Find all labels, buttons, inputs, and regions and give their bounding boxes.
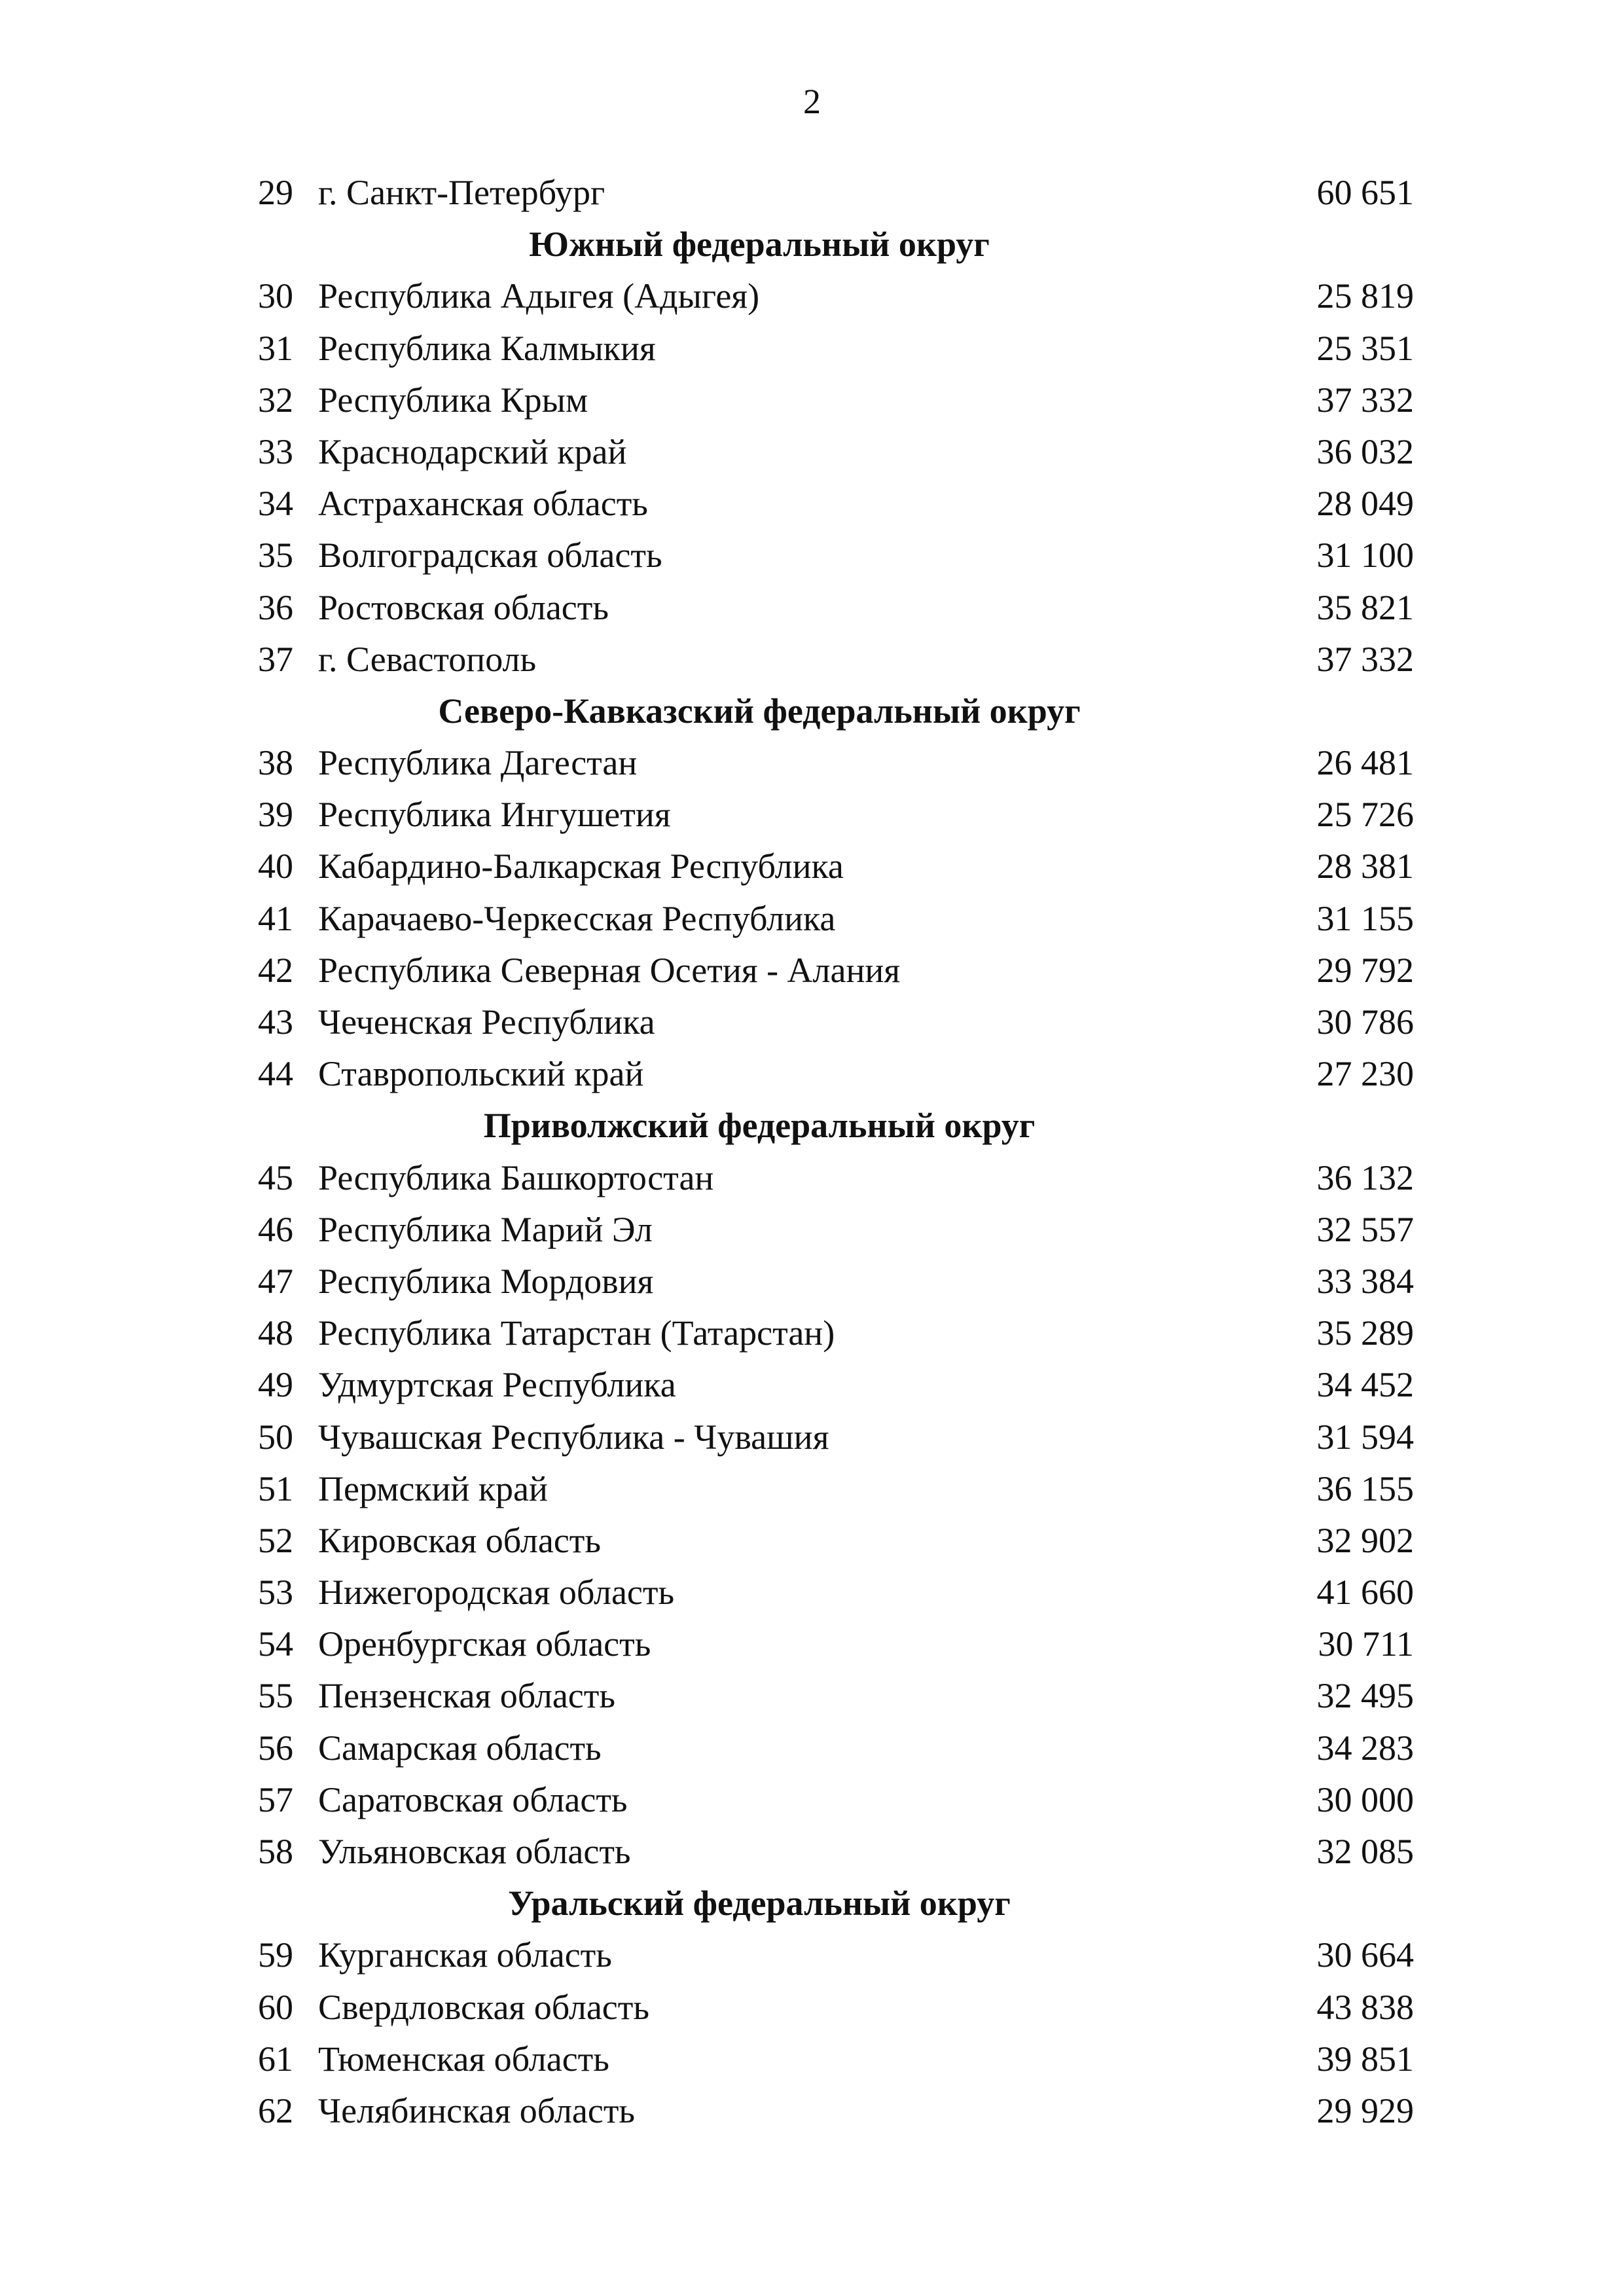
region-name: Краснодарский край xyxy=(318,431,627,471)
region-value: 41 660 xyxy=(1316,1573,1414,1613)
region-name: Чеченская Республика xyxy=(318,1002,655,1042)
region-value: 32 085 xyxy=(1316,1832,1414,1871)
row-number: 56 xyxy=(258,1728,293,1768)
row-number: 55 xyxy=(258,1676,293,1716)
table-row xyxy=(236,737,1414,789)
region-name: Республика Башкортостан xyxy=(318,1157,714,1197)
row-number: 40 xyxy=(258,847,293,886)
region-value: 35 289 xyxy=(1316,1313,1414,1353)
table-row xyxy=(236,1929,1414,1981)
region-value: 25 351 xyxy=(1316,328,1414,368)
table-row xyxy=(236,634,1414,685)
table-row xyxy=(236,1722,1414,1774)
region-name: Республика Татарстан (Татарстан) xyxy=(318,1313,835,1353)
district-heading-row xyxy=(236,219,1414,270)
region-value: 32 902 xyxy=(1316,1520,1414,1560)
region-name: Челябинская область xyxy=(318,2090,636,2130)
row-number: 36 xyxy=(258,587,293,627)
region-name: Пензенская область xyxy=(318,1676,615,1716)
table-row xyxy=(236,582,1414,634)
row-number: 52 xyxy=(258,1520,293,1560)
table-row xyxy=(236,1204,1414,1256)
region-name: Ростовская область xyxy=(318,587,609,627)
table-row xyxy=(236,374,1414,426)
row-number: 62 xyxy=(258,2090,293,2130)
row-number: 44 xyxy=(258,1054,293,1094)
region-name: Самарская область xyxy=(318,1728,602,1768)
region-value: 30 711 xyxy=(1318,1624,1414,1664)
row-number: 43 xyxy=(258,1002,293,1042)
table-row xyxy=(236,2033,1414,2085)
row-number: 45 xyxy=(258,1157,293,1197)
region-name: Волгоградская область xyxy=(318,536,662,575)
district-heading-row xyxy=(236,685,1414,737)
row-number: 58 xyxy=(258,1832,293,1871)
table-row xyxy=(236,1982,1414,2033)
district-heading-row xyxy=(236,1100,1414,1152)
region-value: 31 100 xyxy=(1316,536,1414,575)
row-number: 41 xyxy=(258,898,293,938)
region-value: 43 838 xyxy=(1316,1987,1414,2027)
region-value: 37 332 xyxy=(1316,639,1414,679)
table-row xyxy=(236,1359,1414,1411)
region-value: 31 155 xyxy=(1316,898,1414,938)
district-heading: Приволжский федеральный округ xyxy=(483,1106,1036,1146)
region-table xyxy=(236,167,1414,2137)
region-value: 25 819 xyxy=(1316,276,1414,316)
row-number: 54 xyxy=(258,1624,293,1664)
table-row xyxy=(236,893,1414,945)
table-row xyxy=(236,1307,1414,1359)
region-value: 28 381 xyxy=(1316,847,1414,886)
table-row xyxy=(236,323,1414,374)
table-row xyxy=(236,1670,1414,1722)
region-name: Свердловская область xyxy=(318,1987,649,2027)
table-row xyxy=(236,1515,1414,1567)
page-number: 2 xyxy=(803,82,821,121)
region-name: Кабардино-Балкарская Республика xyxy=(318,847,844,886)
row-number: 47 xyxy=(258,1261,293,1301)
table-row xyxy=(236,1774,1414,1826)
table-row xyxy=(236,1463,1414,1515)
region-value: 25 726 xyxy=(1316,795,1414,835)
table-row xyxy=(236,530,1414,581)
row-number: 33 xyxy=(258,431,293,471)
row-number: 35 xyxy=(258,536,293,575)
row-number: 60 xyxy=(258,1987,293,2027)
region-value: 34 452 xyxy=(1316,1365,1414,1405)
row-number: 32 xyxy=(258,380,293,420)
region-value: 35 821 xyxy=(1316,587,1414,627)
row-number: 31 xyxy=(258,328,293,368)
region-name: Удмуртская Республика xyxy=(318,1365,676,1405)
region-name: г. Севастополь xyxy=(318,639,537,679)
row-number: 59 xyxy=(258,1935,293,1975)
region-value: 31 594 xyxy=(1316,1417,1414,1457)
table-row xyxy=(236,1618,1414,1670)
row-number: 51 xyxy=(258,1468,293,1508)
region-value: 33 384 xyxy=(1316,1261,1414,1301)
table-row xyxy=(236,1048,1414,1100)
table-row xyxy=(236,841,1414,892)
region-value: 36 032 xyxy=(1316,431,1414,471)
region-name: Республика Мордовия xyxy=(318,1261,654,1301)
region-name: Кировская область xyxy=(318,1520,602,1560)
region-value: 36 155 xyxy=(1316,1468,1414,1508)
table-row xyxy=(236,1826,1414,1878)
region-name: Карачаево-Черкесская Республика xyxy=(318,898,836,938)
row-number: 37 xyxy=(258,639,293,679)
region-name: Ставропольский край xyxy=(318,1054,644,1094)
row-number: 48 xyxy=(258,1313,293,1353)
region-value: 34 283 xyxy=(1316,1728,1414,1768)
region-name: Пермский край xyxy=(318,1468,548,1508)
table-row xyxy=(236,167,1414,219)
row-number: 39 xyxy=(258,795,293,835)
row-number: 57 xyxy=(258,1779,293,1819)
region-name: Республика Калмыкия xyxy=(318,328,656,368)
row-number: 61 xyxy=(258,2039,293,2079)
region-value: 32 495 xyxy=(1316,1676,1414,1716)
region-name: Оренбургская область xyxy=(318,1624,651,1664)
region-value: 29 929 xyxy=(1316,2090,1414,2130)
region-name: Чувашская Республика - Чувашия xyxy=(318,1417,829,1457)
region-value: 36 132 xyxy=(1316,1157,1414,1197)
region-value: 26 481 xyxy=(1316,743,1414,783)
district-heading: Уральский федеральный округ xyxy=(508,1884,1011,1923)
district-heading-row xyxy=(236,1878,1414,1929)
table-row xyxy=(236,1567,1414,1618)
table-row xyxy=(236,2085,1414,2137)
region-name: Тюменская область xyxy=(318,2039,609,2079)
region-value: 30 000 xyxy=(1316,1779,1414,1819)
row-number: 53 xyxy=(258,1573,293,1613)
row-number: 49 xyxy=(258,1365,293,1405)
row-number: 46 xyxy=(258,1209,293,1249)
region-name: Республика Ингушетия xyxy=(318,795,671,835)
region-value: 29 792 xyxy=(1316,950,1414,990)
row-number: 30 xyxy=(258,276,293,316)
table-row xyxy=(236,426,1414,478)
region-name: Астраханская область xyxy=(318,484,648,524)
region-name: Саратовская область xyxy=(318,1779,628,1819)
table-row xyxy=(236,1256,1414,1307)
row-number: 38 xyxy=(258,743,293,783)
region-name: Курганская область xyxy=(318,1935,612,1975)
region-name: Республика Крым xyxy=(318,380,588,420)
table-row xyxy=(236,478,1414,530)
row-number: 29 xyxy=(258,173,293,212)
table-row xyxy=(236,945,1414,996)
district-heading: Южный федеральный округ xyxy=(529,225,990,264)
region-name: г. Санкт-Петербург xyxy=(318,173,605,212)
table-row xyxy=(236,789,1414,841)
region-name: Ульяновская область xyxy=(318,1832,631,1871)
region-value: 32 557 xyxy=(1316,1209,1414,1249)
row-number: 42 xyxy=(258,950,293,990)
region-name: Республика Адыгея (Адыгея) xyxy=(318,276,760,316)
region-name: Республика Марий Эл xyxy=(318,1209,653,1249)
row-number: 50 xyxy=(258,1417,293,1457)
table-row xyxy=(236,996,1414,1048)
table-row xyxy=(236,1412,1414,1463)
region-value: 27 230 xyxy=(1316,1054,1414,1094)
row-number: 34 xyxy=(258,484,293,524)
region-value: 39 851 xyxy=(1316,2039,1414,2079)
region-value: 30 786 xyxy=(1316,1002,1414,1042)
region-name: Республика Северная Осетия - Алания xyxy=(318,950,901,990)
table-row xyxy=(236,1152,1414,1204)
region-value: 28 049 xyxy=(1316,484,1414,524)
region-name: Республика Дагестан xyxy=(318,743,638,783)
region-value: 60 651 xyxy=(1316,173,1414,212)
district-heading: Северо-Кавказский федеральный округ xyxy=(438,691,1081,731)
region-value: 30 664 xyxy=(1316,1935,1414,1975)
region-name: Нижегородская область xyxy=(318,1573,675,1613)
table-row xyxy=(236,270,1414,322)
region-value: 37 332 xyxy=(1316,380,1414,420)
